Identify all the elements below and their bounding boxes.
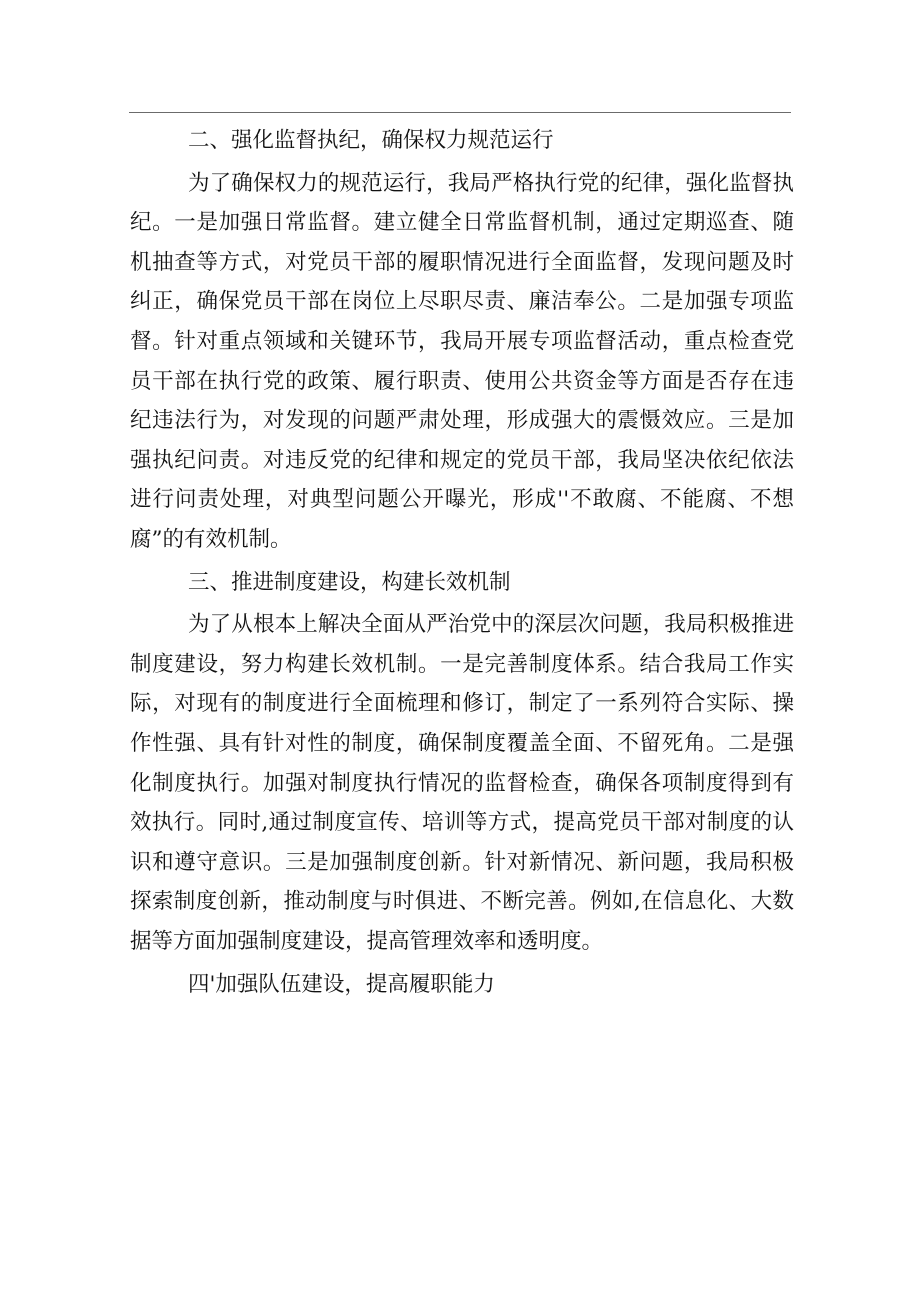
document-body [130,121,794,1008]
section-paragraph-3: 为了从根本上解决全面从严治党中的深层次问题，我局积极推进制度建设，努力构建长效机制。一是完善制度体系。结合我局工作实际，对现有的制度进行全面梳理和修订，制定了一系列符合实际、操作性强、具有针对性的制度，确保制度覆盖全面、不留死角。二是强化制度执行。加强对制度执行情况的监督检查，确保各项制度得到有效执行。同时,通过制度宣传、培训等方式，提高党员干部对制度的认识和遵守意识。三是加强制度创新。针对新情况、新问题，我局积极探索制度创新，推动制度与时俱进、不断完善。例如,在信息化、大数据等方面加强制度建设，提高管理效率和透明度。 [130,612,794,954]
section-heading-3: 三、推进制度建设，构建长效机制 [188,569,511,595]
section-heading-2: 二、强化监督执纪，确保权力规范运行 [188,128,554,153]
section-heading-4: 四'加强队伍建设，提高履职能力 [188,972,495,998]
section-paragraph-2: 为了确保权力的规范运行，我局严格执行党的纪律，强化监督执纪。一是加强日常监督。建立健全日常监督机制，通过定期巡查、随机抽查等方式，对党员干部的履职情况进行全面监督，发现问题及时纠正，确保党员干部在岗位上尽职尽责、廉洁奉公。二是加强专项监督。针对重点领域和关键环节，我局开展专项监督活动，重点检查党员干部在执行党的政策、履行职责、使用公共资金等方面是否存在违纪违法行为，对发现的问题严肃处理，形成强大的震慑效应。三是加强执纪问责。对违反党的纪律和规定的党员干部，我局坚决依纪依法进行问责处理，对典型问题公开曝光，形成''不敢腐、不能腐、不想腐”的有效机制。 [130,170,794,552]
header-rule [129,112,791,113]
